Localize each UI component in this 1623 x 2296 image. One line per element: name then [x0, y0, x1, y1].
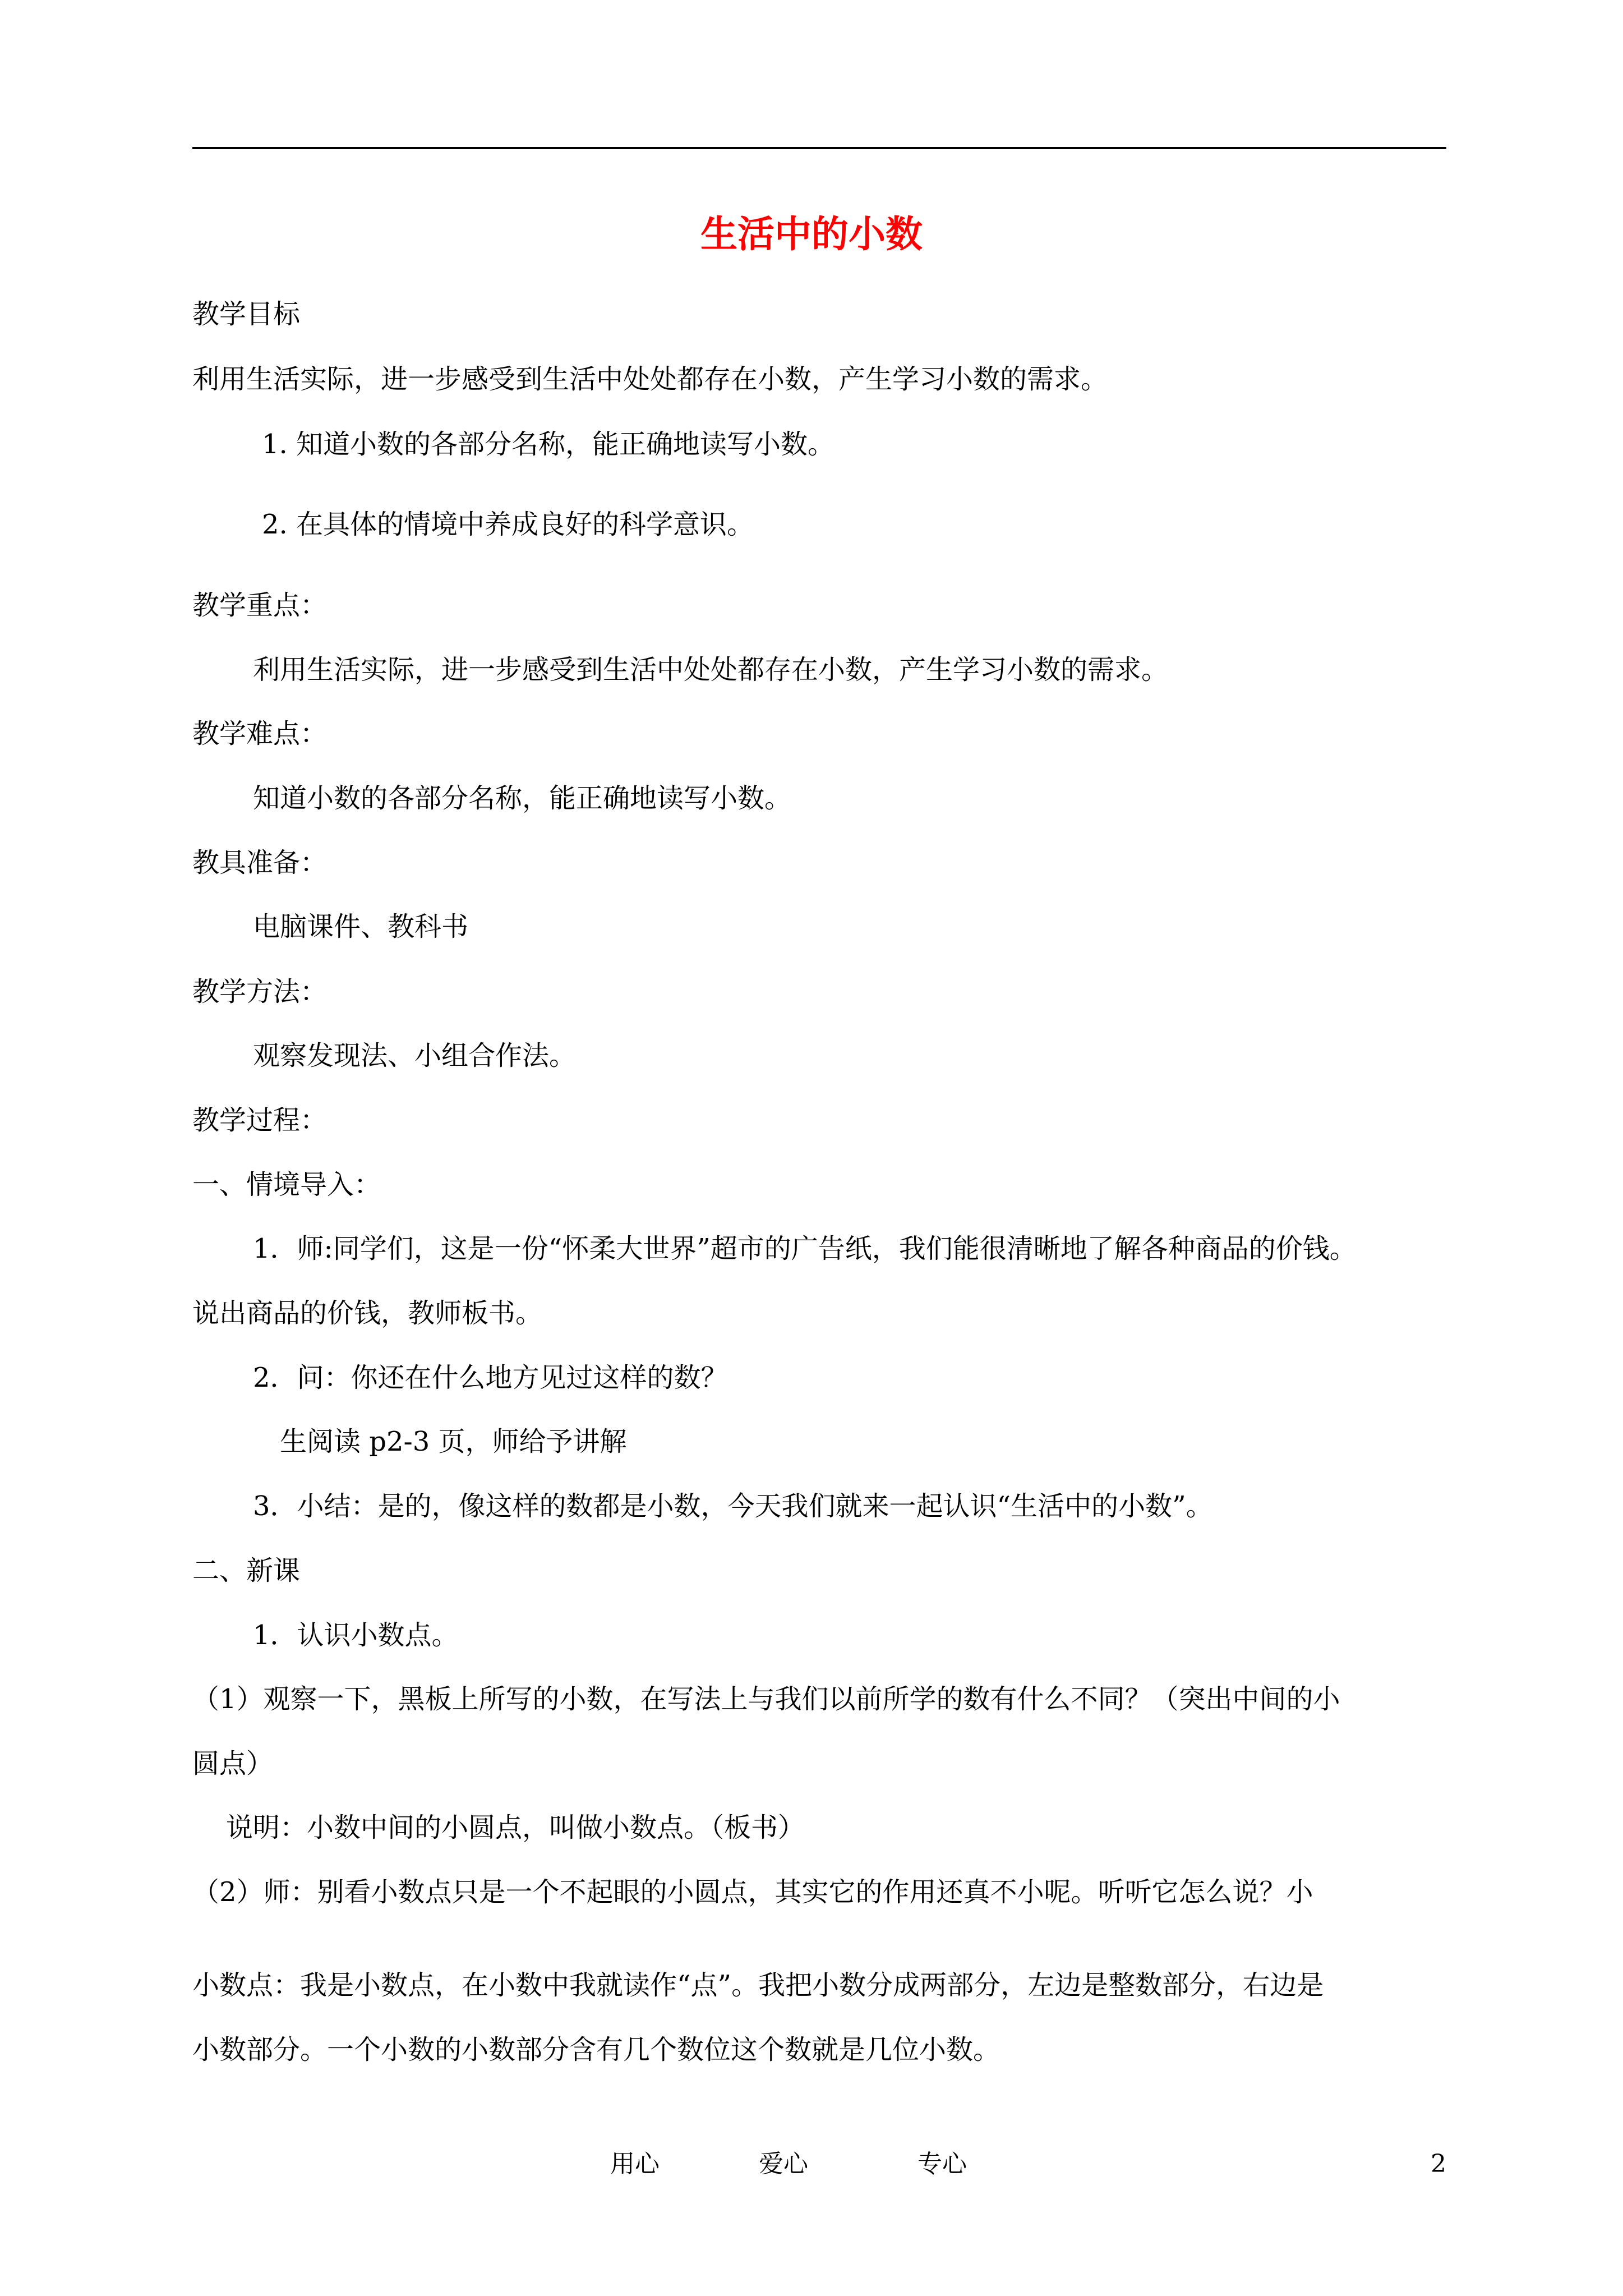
- decimal-point-line-2: 小数部分。一个小数的小数部分含有几个数位这个数就是几位小数。: [192, 2034, 1000, 2065]
- step-2-1-question-2: （2）师：别看小数点只是一个不起眼的小圆点，其实它的作用还真不小呢。听听它怎么说？小: [192, 1876, 1313, 1908]
- methods-text: 观察发现法、小组合作法。: [253, 1040, 577, 1071]
- materials-text: 电脑课件、教科书: [253, 911, 469, 942]
- objective-2: 2. 在具体的情境中养成良好的科学意识。: [262, 509, 754, 540]
- page-number: 2: [1431, 2150, 1446, 2178]
- step-1-1-line-1: 1．师:同学们，这是一份“怀柔大世界”超市的广告纸，我们能很清晰地了解各种商品的价钱。: [253, 1233, 1357, 1264]
- objective-1: 1. 知道小数的各部分名称，能正确地读写小数。: [262, 429, 835, 460]
- step-2-1-question-1-line-1: （1）观察一下，黑板上所写的小数，在写法上与我们以前所学的数有什么不同？（突出中间的小: [192, 1683, 1340, 1715]
- decimal-point-line-1: 小数点：我是小数点，在小数中我就读作“点”。我把小数分成两部分，左边是整数部分，右边是: [192, 1970, 1324, 2001]
- methods-heading: 教学方法：: [192, 976, 328, 1007]
- step-1-1-line-2: 说出商品的价钱，教师板书。: [192, 1297, 543, 1329]
- step-1-2: 2．问：你还在什么地方见过这样的数？: [253, 1362, 728, 1393]
- step-2-1: 1．认识小数点。: [253, 1619, 459, 1651]
- section-1-heading: 一、情境导入：: [192, 1169, 381, 1200]
- section-2-heading: 二、新课: [192, 1555, 301, 1586]
- footer-motto-1: 用心: [610, 2150, 660, 2178]
- document-title: 生活中的小数: [700, 212, 923, 256]
- header-rule: [192, 147, 1446, 149]
- step-2-1-question-1-line-2: 圆点）: [192, 1748, 274, 1779]
- process-heading: 教学过程：: [192, 1105, 328, 1136]
- step-1-2-note: 生阅读 p2-3 页，师给予讲解: [280, 1426, 627, 1457]
- key-points-heading: 教学重点：: [192, 590, 328, 621]
- footer-motto-2: 爱心: [759, 2150, 808, 2178]
- difficulty-text: 知道小数的各部分名称，能正确地读写小数。: [253, 783, 792, 814]
- step-2-1-note: 说明：小数中间的小圆点，叫做小数点。（板书）: [226, 1812, 805, 1843]
- step-1-3: 3．小结：是的，像这样的数都是小数，今天我们就来一起认识“生活中的小数”。: [253, 1490, 1213, 1522]
- objectives-heading: 教学目标: [192, 298, 301, 330]
- objectives-intro: 利用生活实际，进一步感受到生活中处处都存在小数，产生学习小数的需求。: [192, 364, 1108, 395]
- key-points-text: 利用生活实际，进一步感受到生活中处处都存在小数，产生学习小数的需求。: [253, 654, 1169, 685]
- footer-motto-3: 专心: [917, 2150, 967, 2178]
- materials-heading: 教具准备：: [192, 847, 328, 878]
- difficulty-heading: 教学难点：: [192, 718, 328, 749]
